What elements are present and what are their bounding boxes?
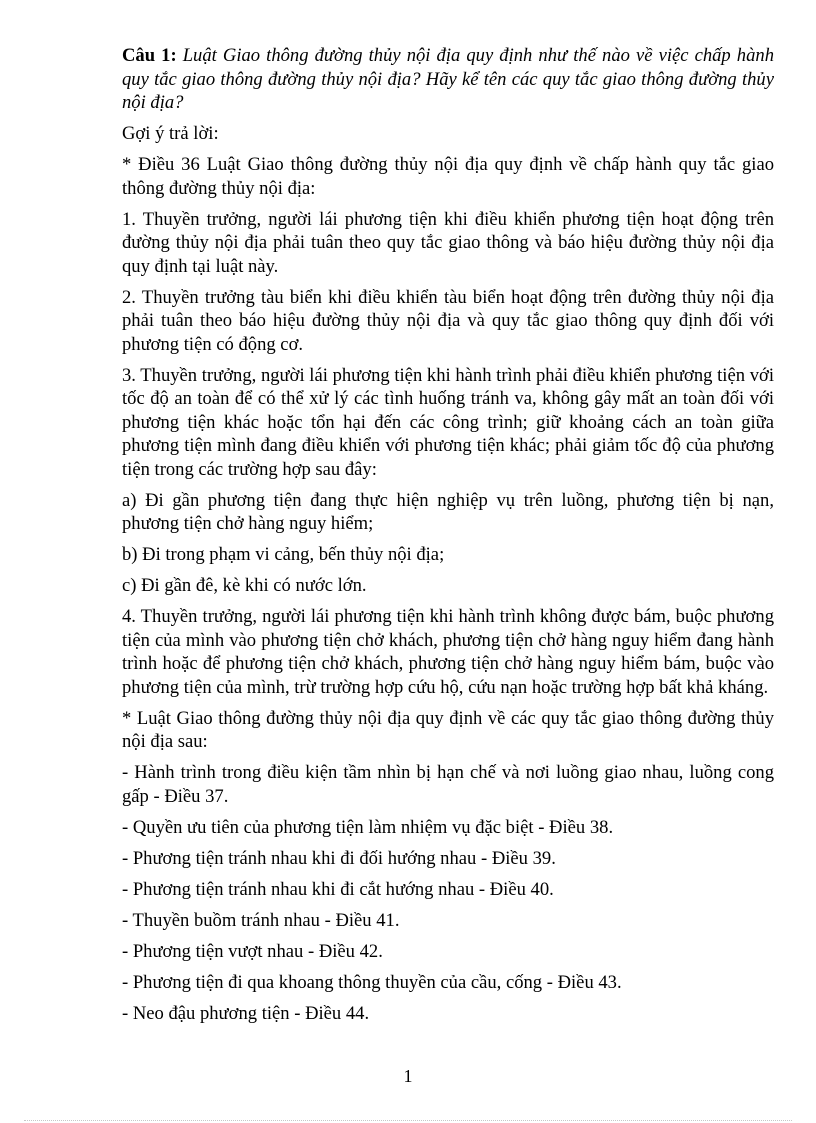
paragraph-clause-3c: c) Đi gần đê, kè khi có nước lớn. (122, 575, 367, 596)
rule-item-article-40: - Phương tiện tránh nhau khi đi cắt hướng nhau - Điều 40. (122, 878, 554, 900)
rule-item-article-42: - Phương tiện vượt nhau - Điều 42. (122, 940, 383, 962)
paragraph-clause-3b: b) Đi trong phạm vi cảng, bến thủy nội địa; (122, 544, 445, 565)
question-1 (122, 44, 774, 115)
page-number: 1 (403, 1066, 413, 1086)
rule-item-article-44: - Neo đậu phương tiện - Điều 44. (122, 1002, 370, 1024)
rule-item-article-39: - Phương tiện tránh nhau khi đi đối hướng nhau - Điều 39. (122, 847, 556, 869)
rule-item-article-43: - Phương tiện đi qua khoang thông thuyền của cầu, cống - Điều 43. (122, 971, 622, 993)
answer-heading: Gợi ý trả lời: (122, 123, 219, 144)
rule-item-article-37: - Hành trình trong điều kiện tầm nhìn bị hạn chế và nơi luồng giao nhau, luồng cong gấp - Điều 37. (122, 762, 774, 807)
document-body (122, 44, 774, 1033)
question-label: Câu 1: (122, 45, 177, 66)
question-text: Luật Giao thông đường thủy nội địa quy định như thế nào về việc chấp hành quy tắc giao thông đường thủy nội địa? Hãy kể tên các quy tắc giao thông đường thủy nội địa? (122, 45, 774, 113)
paragraph-clause-1: 1. Thuyền trưởng, người lái phương tiện khi điều khiển phương tiện hoạt động trên đường thủy nội địa phải tuân theo quy tắc giao thông và báo hiệu đường thủy nội địa quy định tại luật này. (122, 208, 774, 277)
paragraph-clause-3a: a) Đi gần phương tiện đang thực hiện nghiệp vụ trên luồng, phương tiện bị nạn, phương tiện chở hàng nguy hiểm; (122, 489, 774, 534)
paragraph-clause-2: 2. Thuyền trưởng tàu biển khi điều khiển tàu biển hoạt động trên đường thủy nội địa phải tuân theo báo hiệu đường thủy nội địa và quy tắc giao thông quy định đối với phương tiện có động cơ. (122, 286, 774, 355)
paragraph-clause-4: 4. Thuyền trưởng, người lái phương tiện khi hành trình không được bám, buộc phương tiện của mình vào phương tiện chở khách, phương tiện chở hàng nguy hiểm đang hành trình hoặc để phương tiện chở khách, phương tiện chở hàng nguy hiểm bám, buộc vào phương tiện của mình, trừ trường hợp cứu hộ, cứu nạn hoặc trường hợp bất khả kháng. (122, 606, 774, 698)
rule-item-article-41: - Thuyền buồm tránh nhau - Điều 41. (122, 909, 400, 931)
page-edge-divider (24, 1120, 792, 1121)
rule-item-article-38: - Quyền ưu tiên của phương tiện làm nhiệm vụ đặc biệt - Điều 38. (122, 816, 614, 838)
paragraph-clause-3: 3. Thuyền trưởng, người lái phương tiện khi hành trình phải điều khiển phương tiện với tốc độ an toàn để có thể xử lý các tình huống tránh va, không gây mất an toàn đối với phương tiện khác hoặc tổn hại đến các công trình; giữ khoảng cách an toàn giữa phương tiện mình đang điều khiển với phương tiện khác; phải giảm tốc độ của phương tiện trong các trường hợp sau đây: (122, 364, 774, 480)
paragraph-rules-intro: * Luật Giao thông đường thủy nội địa quy định về các quy tắc giao thông đường thủy nội địa sau: (122, 707, 774, 752)
paragraph-article-36-intro: * Điều 36 Luật Giao thông đường thủy nội địa quy định về chấp hành quy tắc giao thông đường thủy nội địa: (122, 154, 774, 199)
